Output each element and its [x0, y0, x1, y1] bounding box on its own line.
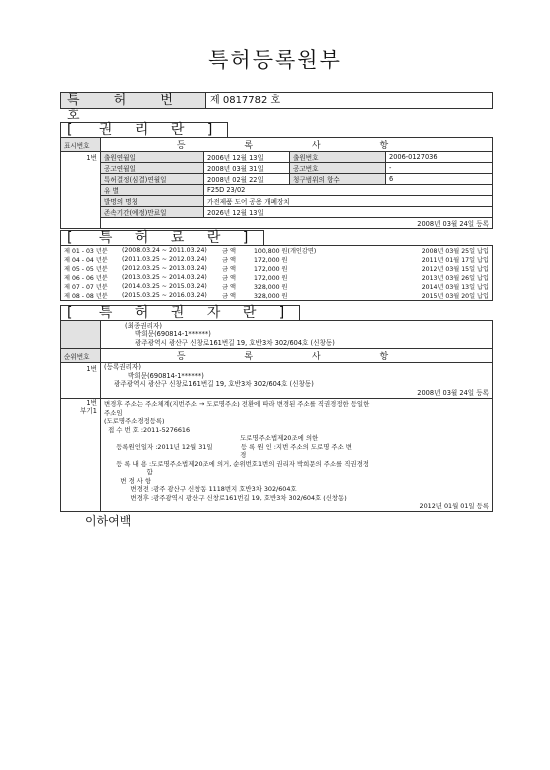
field-value: 2006년 12월 13일 [204, 152, 290, 163]
fee-amount-label: 금 액 [222, 293, 236, 300]
amendment-line: (도로명주소경정등록) [104, 417, 165, 425]
fee-period: 제 06 - 06 년분 [64, 275, 108, 282]
amendment-line: 변경후 :광주광역시 광산구 신창로161번길 19, 호반3차 302/604호 (신창동) [104, 493, 347, 502]
patent-number-row [60, 92, 493, 123]
field-label: 공고연월일 [101, 163, 204, 174]
fee-range: (2012.03.25 ~ 2013.03.24) [122, 265, 207, 272]
latest-holder-cell [101, 321, 493, 349]
latest-holder-label: (최종권리자) [125, 321, 162, 330]
fee-amount: 172,000 원 [254, 266, 288, 273]
fee-row [61, 264, 492, 273]
rights-registration-date: 2008년 03월 24일 등록 [101, 218, 493, 229]
amendment-line: 접 수 번 호 :2011-5276616 [104, 425, 191, 434]
expiry-value: 2026년 12월 13일 [204, 207, 493, 218]
fee-amount-label: 금 액 [222, 257, 236, 264]
col-display-no: 표시번호 [61, 138, 101, 152]
fee-amount: 328,000 원 [254, 293, 288, 300]
col-content-header: 등 록 사 항 [101, 138, 493, 152]
holder-entry-label: (등록권리자) [104, 363, 141, 371]
rights-section-heading: [ 권 리 란 ] [60, 122, 228, 137]
field-label: 공고번호 [290, 163, 386, 174]
field-value: 2008년 03월 31일 [204, 163, 290, 174]
fee-paid-date: 2011년 01월 17일 납입 [421, 257, 489, 264]
expiry-label: 존속기간(예정)만료일 [101, 207, 204, 218]
fee-range: (2008.03.24 ~ 2011.03.24) [122, 247, 207, 254]
fee-range: (2014.03.25 ~ 2015.03.24) [122, 283, 207, 290]
field-value: - [386, 163, 493, 174]
patent-number-value: 제 0817782 호 [210, 95, 281, 106]
fee-period: 제 08 - 08 년분 [64, 293, 108, 300]
field-value: 2008년 02월 22일 [204, 174, 290, 185]
field-label: 청구범위의 항수 [290, 174, 386, 185]
amendment-line: 변 경 사 항 [104, 476, 152, 485]
field-label: 출원연월일 [101, 152, 204, 163]
holder-entry-cell [101, 363, 493, 399]
amendment-line: 경 [104, 451, 247, 459]
fee-range: (2011.03.25 ~ 2012.03.24) [122, 256, 207, 263]
invention-name-label: 발명의 명칭 [101, 196, 204, 207]
fee-amount-label: 금 액 [222, 284, 236, 291]
amendment-line: 도로명주소법제20조에 의한 [104, 434, 319, 442]
class-value: F25D 23/02 [204, 185, 493, 196]
fee-paid-date: 2013년 03월 26일 납입 [421, 275, 489, 282]
fee-amount-label: 금 액 [222, 275, 236, 282]
amendment-line: 함 [104, 468, 153, 476]
fee-period: 제 01 - 03 년분 [64, 248, 108, 255]
amendment-date: 2012년 01월 01일 등록 [419, 502, 489, 510]
fee-amount: 328,000 원 [254, 284, 288, 291]
fee-paid-date: 2012년 03월 15일 납입 [421, 266, 489, 273]
fee-amount-label: 금 액 [222, 248, 236, 255]
col-rank-no: 순위번호 [61, 349, 101, 363]
latest-holder-spacer [61, 321, 101, 349]
invention-name-value: 가전제품 도어 공용 개폐장치 [204, 196, 493, 207]
page-title: 특허등록원부 [208, 48, 342, 72]
fee-period: 제 04 - 04 년분 [64, 257, 108, 264]
fee-range: (2015.03.25 ~ 2016.03.24) [122, 292, 207, 299]
latest-holder-name: 박희문(690814-1******) [135, 330, 211, 339]
holder-entry-name: 박희문(690814-1******) [128, 371, 204, 380]
field-value: 2006-0127036 [386, 152, 493, 163]
fee-row [61, 273, 492, 282]
fee-amount: 100,800 원(개인감면) [254, 248, 317, 255]
end-of-record: 이하여백 [85, 514, 132, 528]
fee-paid-date: 2014년 03월 13일 납입 [421, 284, 489, 291]
holder-entry-no: 1번 [61, 363, 101, 399]
holder-table [60, 320, 493, 512]
amendment-entry-no: 1번 부기1 [61, 399, 101, 512]
holder-entry-address: 광주광역시 광산구 신창로161번길 19, 호반3차 302/604호 (신창동) [114, 380, 314, 388]
holder-section-heading: [ 특 허 권 자 란 ] [60, 305, 300, 320]
fee-amount-label: 금 액 [222, 266, 236, 273]
rights-table [60, 137, 493, 229]
rights-entry-no: 1번 [61, 152, 101, 229]
amendment-line: 변경전 :광주 광산구 신창동 1118번지 호반3차 302/604호 [104, 485, 297, 493]
fee-paid-date: 2008년 03월 25일 납입 [421, 248, 489, 255]
fee-range: (2013.03.25 ~ 2014.03.24) [122, 274, 207, 281]
fee-period: 제 05 - 05 년분 [64, 266, 108, 273]
amendment-line: 등 록 내 용 :도로명주소법제20조에 의거, 순위번호1번의 권리자 박희문의 주소를 직권경정 [104, 459, 369, 468]
amendment-line: 등록원인일자 :2011년 12월 31일 등 록 원 인 :지번 주소의 도로명 주소 변 [104, 442, 352, 451]
fee-table [60, 245, 493, 301]
col-content-header: 등 록 사 항 [101, 349, 493, 363]
amendment-line: 변경후 주소는 주소체계(지번주소 → 도로명주소) 전환에 따라 변경된 주소를 직권경정한 등일한 [104, 400, 370, 408]
fee-period: 제 07 - 07 년분 [64, 284, 108, 291]
holder-entry-date: 2008년 03월 24일 등록 [417, 388, 489, 397]
fee-section-heading: [ 특 허 료 란 ] [60, 230, 264, 245]
fee-row [61, 291, 492, 300]
class-label: 유 별 [101, 185, 204, 196]
fee-row [61, 246, 492, 255]
field-label: 특허결정(심결)연월일 [101, 174, 204, 185]
fee-paid-date: 2015년 03월 20일 납입 [421, 293, 489, 300]
patent-number-label: 특 허 번 호 [61, 93, 206, 108]
field-value: 6 [386, 174, 493, 185]
fee-row [61, 282, 492, 291]
latest-holder-address: 광주광역시 광산구 신창로161번길 19, 호반3차 302/604호 (신창동) [135, 338, 335, 347]
fee-row [61, 255, 492, 264]
field-label: 출원번호 [290, 152, 386, 163]
fee-amount: 172,000 원 [254, 275, 288, 282]
fee-amount: 172,000 원 [254, 257, 288, 264]
amendment-entry-cell [101, 399, 493, 512]
amendment-line: 주소임 [104, 408, 123, 417]
